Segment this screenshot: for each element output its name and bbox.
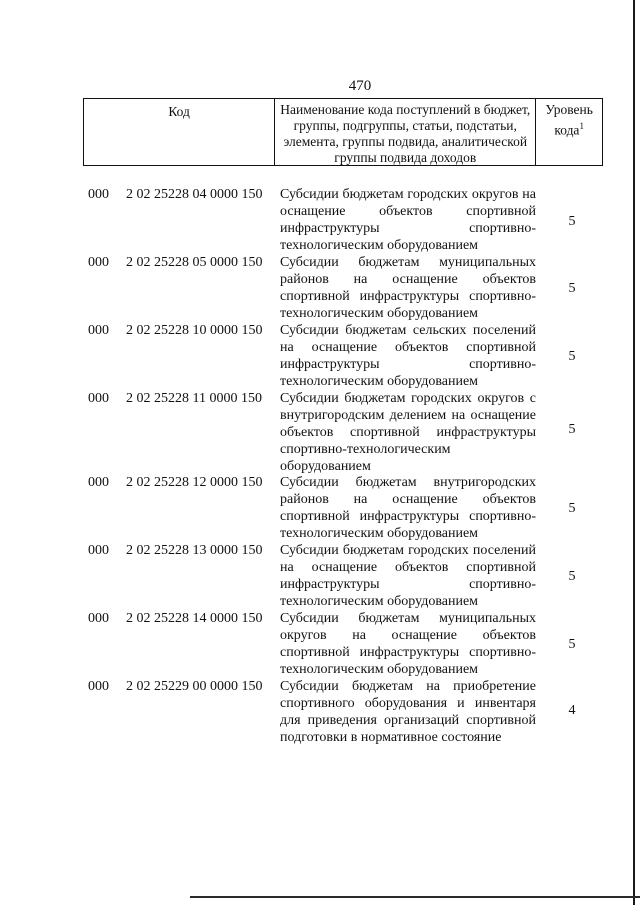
table-row [0,390,640,474]
row-admin-code: 000 [88,187,109,202]
row-admin-code: 000 [88,255,109,270]
header-level [536,99,602,165]
header-level-label: Уровень кода [545,102,593,138]
row-admin-code: 000 [88,323,109,338]
row-name: Субсидии бюджетам городских округов на оснащение объектов спортивной инфраструктуры спортивно-технологическим оборудованием [280,187,536,253]
row-level: 5 [568,569,576,584]
row-code: 2 02 25228 05 0000 150 [126,255,263,270]
header-name: Наименование кода поступлений в бюджет, группы, подгруппы, статьи, подстатьи, элемента, группы подвида, аналитической группы подвида доходов [275,99,536,165]
table-header [83,98,603,166]
row-name: Субсидии бюджетам муниципальных округов на оснащение объектов спортивной инфраструктуры спортивно-технологическим оборудованием [280,611,536,677]
row-code: 2 02 25228 04 0000 150 [126,187,263,202]
row-admin-code: 000 [88,475,109,490]
row-level: 5 [568,637,576,652]
row-admin-code: 000 [88,543,109,558]
row-code: 2 02 25228 12 0000 150 [126,475,263,490]
header-code: Код [84,99,275,165]
row-name: Субсидии бюджетам городских поселений на оснащение объектов спортивной инфраструктуры спортивно-технологическим оборудованием [280,543,536,609]
row-level: 5 [568,349,576,364]
page-number: 470 [348,78,372,94]
table-row [0,322,640,390]
row-admin-code: 000 [88,611,109,626]
row-name: Субсидии бюджетам внутригородских районов на оснащение объектов спортивной инфраструктуры спортивно-технологическим оборудованием [280,475,536,541]
row-admin-code: 000 [88,391,109,406]
table-row [0,474,640,542]
row-code: 2 02 25228 10 0000 150 [126,323,263,338]
row-name: Субсидии бюджетам муниципальных районов на оснащение объектов спортивной инфраструктуры спортивно-технологическим оборудованием [280,255,536,321]
row-admin-code: 000 [88,679,109,694]
header-level-footnote: 1 [579,121,584,131]
row-code: 2 02 25228 14 0000 150 [126,611,263,626]
row-level: 5 [568,422,576,437]
row-level: 5 [568,214,576,229]
row-code: 2 02 25228 11 0000 150 [126,391,262,406]
table-row [0,254,640,322]
table-row [0,610,640,678]
table-body [0,186,640,746]
row-name: Субсидии бюджетам сельских поселений на оснащение объектов спортивной инфраструктуры спортивно-технологическим оборудованием [280,323,536,389]
table-row [0,186,640,254]
table-row [0,678,640,746]
row-name: Субсидии бюджетам на приобретение спортивного оборудования и инвентаря для приведения организаций спортивной подготовки в нормативное состояние [280,679,536,745]
row-code: 2 02 25228 13 0000 150 [126,543,263,558]
table-row [0,542,640,610]
page-edge-bottom [190,896,640,898]
row-level: 5 [568,501,576,516]
row-code: 2 02 25229 00 0000 150 [126,679,263,694]
row-name: Субсидии бюджетам городских округов с внутригородским делением на оснащение объектов спортивной инфраструктуры спортивно-технологическим оборудованием [280,391,536,474]
row-level: 5 [568,281,576,296]
row-level: 4 [568,703,576,718]
